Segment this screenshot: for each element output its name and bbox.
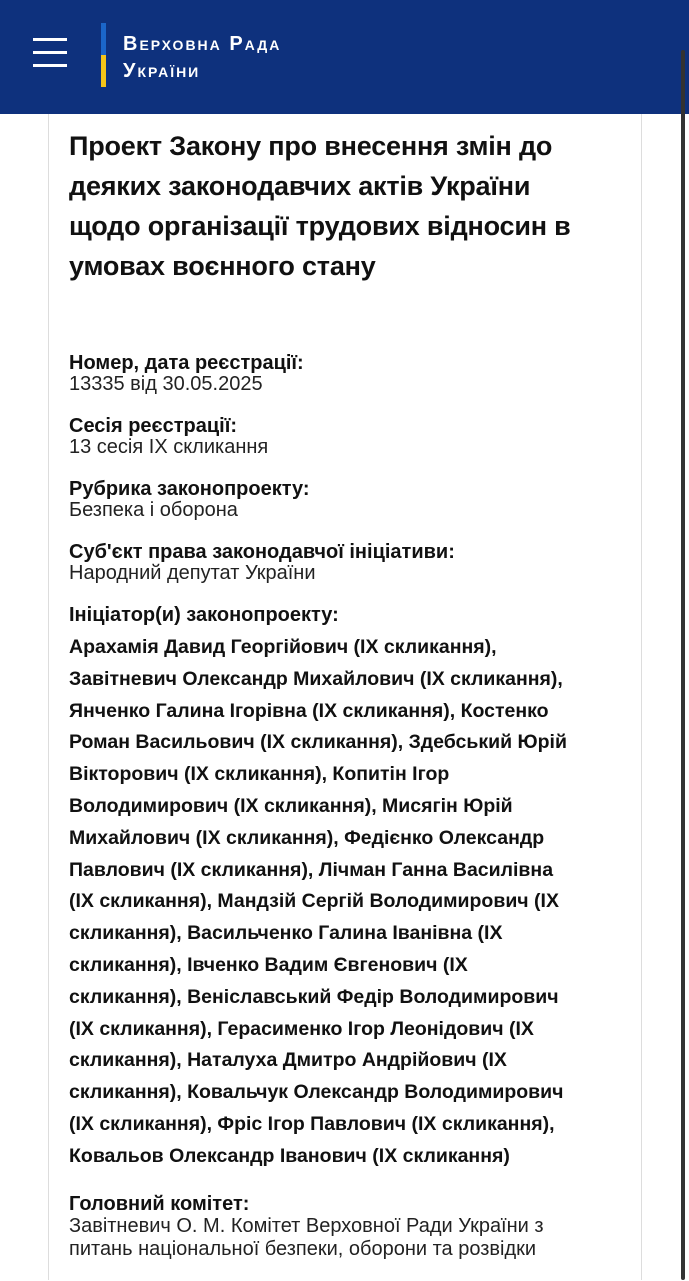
field-value: Народний депутат України [69, 562, 316, 584]
field-session [69, 415, 629, 458]
text-line: (IX скликання), Герасименко Ігор Леонідович (IX [69, 1017, 534, 1040]
logo-line-2: України [123, 60, 201, 82]
text-line: скликання), Васильченко Галина Іванівна (IX [69, 922, 503, 945]
menu-icon[interactable] [33, 38, 67, 70]
title-line: Проект Закону про внесення змін до [69, 131, 553, 161]
page-title [69, 126, 629, 286]
committee-value [69, 1215, 629, 1261]
text-line: Ковальов Олександр Іванович (IX скликання) [69, 1144, 510, 1167]
text-line: Завітневич О. М. Комітет Верховної Ради України з [69, 1214, 544, 1237]
text-line: Роман Васильович (IX скликання), Здебський Юрій [69, 731, 567, 754]
text-line: скликання), Ковальчук Олександр Володимирович [69, 1081, 564, 1104]
title-line: щодо організації трудових відносин в [69, 211, 571, 241]
logo-line-1: Верховна Рада [123, 33, 282, 55]
title-line: деяких законодавчих актів України [69, 171, 531, 201]
field-subject [69, 541, 629, 584]
text-line: Вікторович (IX скликання), Копитін Ігор [69, 763, 450, 786]
field-committee [69, 1193, 629, 1261]
text-line: Арахамія Давид Георгійович (IX скликання), [69, 636, 497, 658]
field-registration [69, 352, 629, 395]
flag-icon [101, 23, 106, 87]
field-initiators [69, 604, 629, 1173]
field-value: Безпека і оборона [69, 499, 238, 521]
field-label: Ініціатор(и) законопроекту: [69, 604, 339, 626]
text-line: Павлович (IX скликання), Лічман Ганна Василівна [69, 858, 554, 881]
field-rubric [69, 478, 629, 521]
field-label: Номер, дата реєстрації: [69, 352, 304, 374]
text-line: Янченко Галина Ігорівна (IX скликання), Костенко [69, 699, 549, 722]
text-line: (IX скликання), Фріс Ігор Павлович (IX скликання), [69, 1112, 555, 1135]
text-line: питань національної безпеки, оборони та розвідки [69, 1237, 537, 1260]
text-line: (IX скликання), Мандзій Сергій Володимирович (IX [69, 890, 559, 913]
text-line: Завітневич Олександр Михайлович (IX скликання), [69, 667, 563, 690]
text-line: скликання), Веніславський Федір Володимирович [69, 985, 559, 1008]
text-line: Володимирович (IX скликання), Мисягін Юрій [69, 794, 513, 817]
field-label: Суб'єкт права законодавчої ініціативи: [69, 541, 455, 563]
initiators-list [69, 632, 629, 1173]
text-line: скликання), Наталуха Дмитро Андрійович (IX [69, 1049, 507, 1072]
text-line: скликання), Івченко Вадим Євгенович (IX [69, 953, 468, 976]
field-value: 13335 від 30.05.2025 [69, 373, 263, 395]
field-label: Рубрика законопроекту: [69, 478, 310, 500]
text-line: Михайлович (IX скликання), Федієнко Олександр [69, 826, 545, 849]
bill-card [48, 114, 642, 1280]
site-header [0, 0, 689, 114]
site-logo[interactable] [123, 31, 281, 85]
field-label: Головний комітет: [69, 1192, 250, 1215]
field-label: Сесія реєстрації: [69, 415, 237, 437]
title-line: умовах воєнного стану [69, 251, 376, 281]
scrollbar[interactable] [681, 50, 685, 1280]
field-value: 13 сесія IX скликання [69, 436, 269, 458]
